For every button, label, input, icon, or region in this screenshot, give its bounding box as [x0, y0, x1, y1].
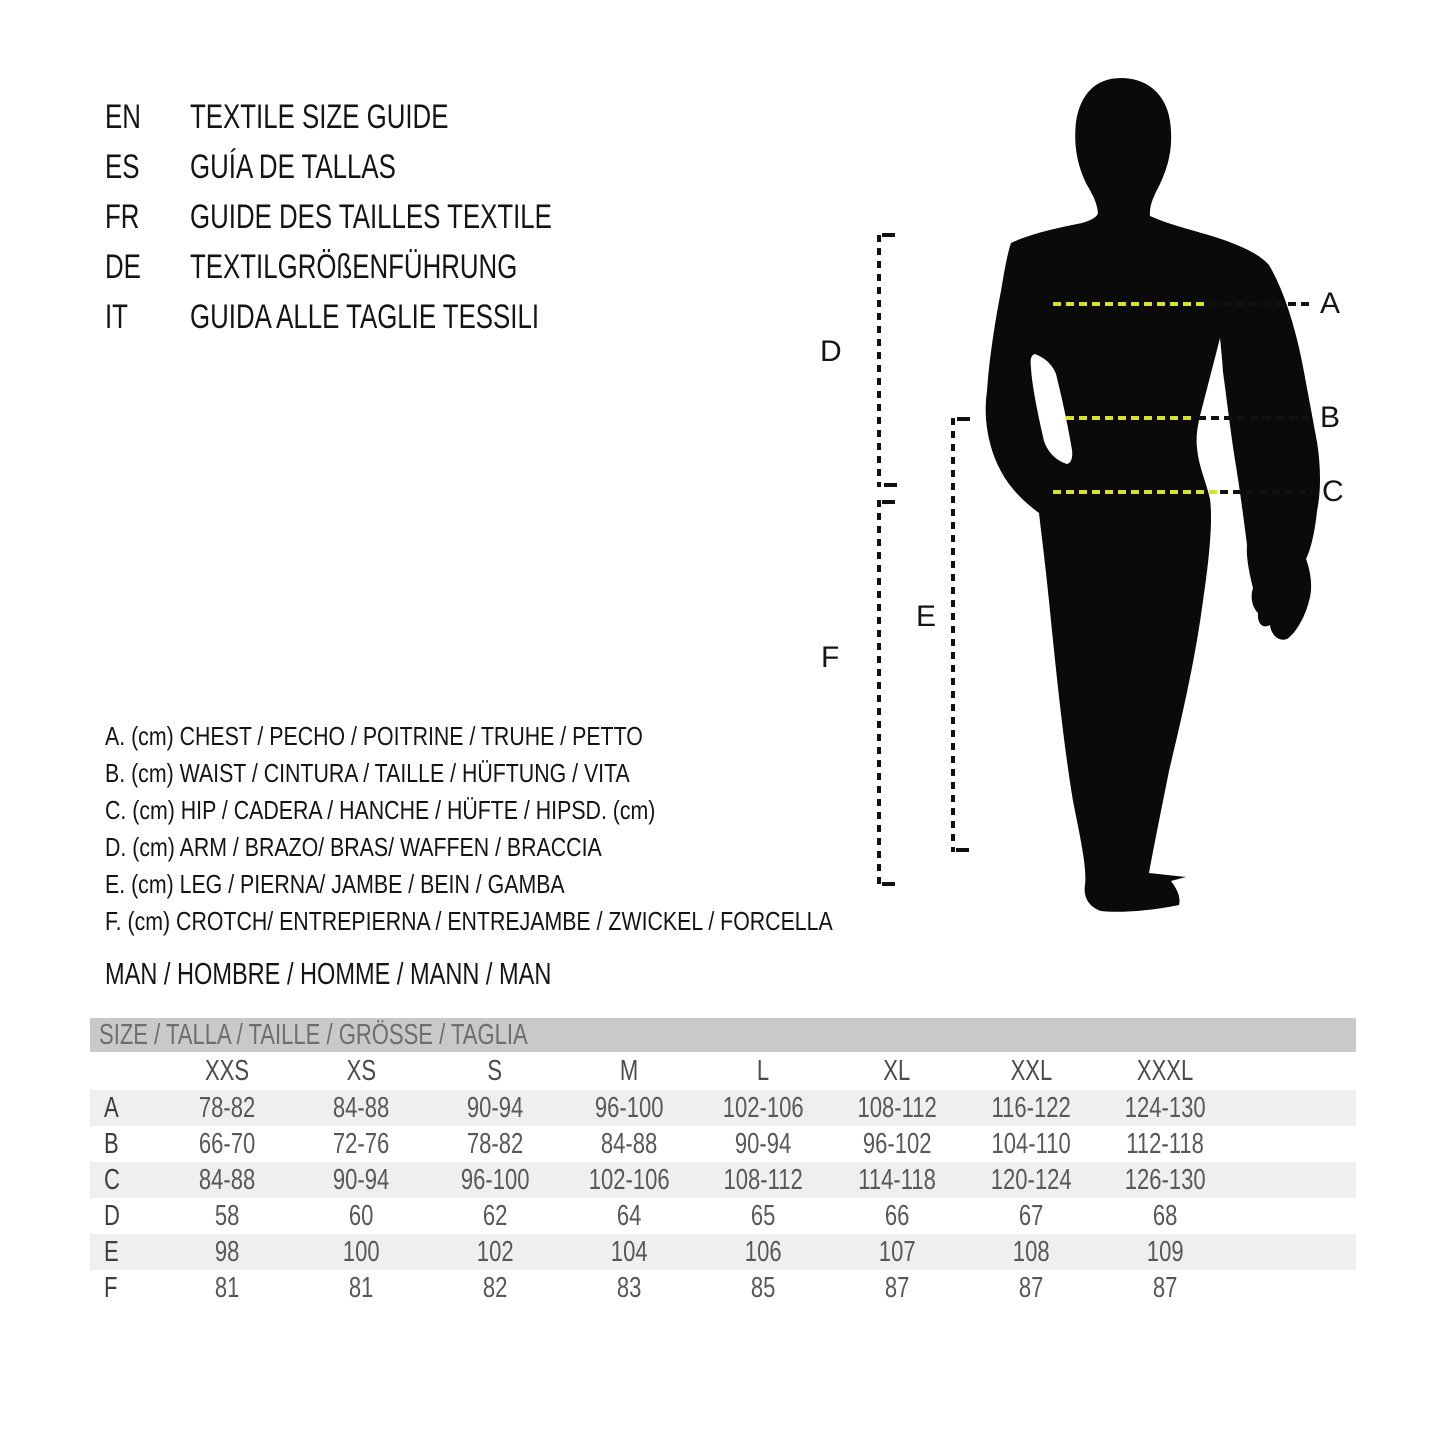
waist-line-yellow — [1066, 416, 1196, 420]
size-column-header: XXXL — [1136, 1054, 1194, 1087]
language-code: ES — [105, 148, 140, 186]
legend-row-text: B. (cm) WAIST / CINTURA / TAILLE / HÜFTUNG / VITA — [105, 758, 630, 788]
size-value-cell: 104-110 — [991, 1127, 1071, 1160]
size-value-cell: 96-100 — [460, 1163, 530, 1196]
size-table — [90, 1018, 1356, 1306]
size-value-cell: 102 — [476, 1235, 514, 1268]
legend-row — [105, 829, 992, 866]
size-value-cell: 126-130 — [1124, 1163, 1206, 1196]
size-value-cell: 87 — [1152, 1271, 1178, 1304]
size-value-cell: 107 — [878, 1235, 916, 1268]
chest-marker-label: A — [1320, 287, 1341, 320]
language-row — [105, 92, 805, 142]
legend-list — [105, 718, 992, 940]
measure-row-label: D — [104, 1199, 120, 1232]
size-value-cell: 72-76 — [332, 1127, 390, 1160]
legend-row-text: F. (cm) CROTCH/ ENTREPIERNA / ENTREJAMBE / ZWICKEL / FORCELLA — [105, 906, 833, 936]
size-value-cell: 67 — [1018, 1199, 1044, 1232]
size-value-cell: 106 — [744, 1235, 782, 1268]
size-table-row — [90, 1126, 1356, 1162]
chest-line-yellow — [1053, 302, 1208, 306]
size-value-cell: 98 — [214, 1235, 240, 1268]
size-value-cell: 81 — [214, 1271, 240, 1304]
size-value-cell: 84-88 — [332, 1091, 390, 1124]
size-value-cell: 116-122 — [991, 1091, 1071, 1124]
legend-row-text: E. (cm) LEG / PIERNA/ JAMBE / BEIN / GAMBA — [105, 869, 565, 899]
hip-line-yellow — [1053, 490, 1218, 494]
size-value-cell: 82 — [482, 1271, 508, 1304]
size-value-cell: 90-94 — [332, 1163, 390, 1196]
hip-line-black — [1220, 490, 1312, 494]
measure-row-label: C — [104, 1163, 120, 1196]
language-title: TEXTILGRÖßENFÜHRUNG — [190, 248, 518, 286]
leg-marker-label: E — [916, 600, 937, 633]
size-table-row — [90, 1234, 1356, 1270]
legend-row — [105, 866, 992, 903]
size-column-header: XL — [883, 1054, 911, 1087]
size-column-header: XXL — [1010, 1054, 1052, 1087]
legend-row — [105, 718, 992, 755]
language-title: GUÍA DE TALLAS — [190, 148, 396, 186]
gender-label — [105, 958, 692, 989]
size-value-cell: 108-112 — [723, 1163, 803, 1196]
size-table-column-row — [90, 1052, 1356, 1090]
size-value-cell: 64 — [616, 1199, 642, 1232]
arm-marker-label: D — [820, 335, 842, 368]
language-code: IT — [105, 298, 128, 336]
language-row — [105, 292, 805, 342]
size-value-cell: 78-82 — [466, 1127, 524, 1160]
size-value-cell: 108-112 — [857, 1091, 937, 1124]
size-value-cell: 124-130 — [1124, 1091, 1206, 1124]
size-table-row — [90, 1270, 1356, 1306]
language-row — [105, 142, 805, 192]
size-table-row — [90, 1162, 1356, 1198]
size-value-cell: 90-94 — [466, 1091, 524, 1124]
size-value-cell: 87 — [884, 1271, 910, 1304]
size-value-cell: 90-94 — [734, 1127, 792, 1160]
size-value-cell: 96-100 — [594, 1091, 664, 1124]
language-code: FR — [105, 198, 140, 236]
language-title: TEXTILE SIZE GUIDE — [190, 98, 449, 136]
size-value-cell: 112-118 — [1126, 1127, 1204, 1160]
size-table-row — [90, 1090, 1356, 1126]
size-value-cell: 102-106 — [588, 1163, 670, 1196]
legend-row — [105, 903, 992, 940]
arm-line-bottom-tick — [884, 483, 897, 487]
language-code: DE — [105, 248, 141, 286]
size-value-cell: 81 — [348, 1271, 374, 1304]
language-title: GUIDA ALLE TAGLIE TESSILI — [190, 298, 540, 336]
language-row — [105, 192, 805, 242]
size-table-header — [90, 1018, 1356, 1052]
size-value-cell: 120-124 — [990, 1163, 1072, 1196]
waist-line-black — [1198, 416, 1310, 420]
size-value-cell: 62 — [482, 1199, 508, 1232]
arm-line — [877, 235, 881, 487]
language-list — [105, 92, 805, 342]
size-value-cell: 78-82 — [198, 1091, 256, 1124]
size-column-header: M — [619, 1054, 639, 1087]
chest-line-black — [1210, 302, 1312, 306]
size-value-cell: 66 — [884, 1199, 910, 1232]
size-value-cell: 96-102 — [862, 1127, 932, 1160]
size-column-header: XXS — [204, 1054, 250, 1087]
size-value-cell: 85 — [750, 1271, 776, 1304]
crotch-marker-label: F — [821, 641, 840, 674]
size-table-header-text: SIZE / TALLA / TAILLE / GRÖSSE / TAGLIA — [99, 1019, 528, 1051]
size-value-cell: 60 — [348, 1199, 374, 1232]
size-column-header: S — [487, 1054, 503, 1087]
arm-line-top-tick — [882, 233, 895, 237]
size-value-cell: 108 — [1012, 1235, 1050, 1268]
size-value-cell: 102-106 — [722, 1091, 804, 1124]
size-value-cell: 65 — [750, 1199, 776, 1232]
leg-line-top-tick — [957, 417, 970, 421]
legend-row-text: C. (cm) HIP / CADERA / HANCHE / HÜFTE / HIPSD. (cm) — [105, 795, 656, 825]
size-value-cell: 109 — [1146, 1235, 1184, 1268]
measure-row-label: F — [104, 1271, 118, 1304]
size-value-cell: 66-70 — [198, 1127, 256, 1160]
legend-row — [105, 755, 992, 792]
man-silhouette-image — [975, 70, 1340, 920]
crotch-line-top-tick — [882, 500, 895, 504]
measure-row-label: A — [104, 1091, 119, 1124]
language-code: EN — [105, 98, 141, 136]
measure-row-label: B — [104, 1127, 119, 1160]
legend-row — [105, 792, 992, 829]
legend-row-text: A. (cm) CHEST / PECHO / POITRINE / TRUHE / PETTO — [105, 721, 643, 751]
size-table-body — [90, 1090, 1356, 1306]
size-value-cell: 87 — [1018, 1271, 1044, 1304]
legend-row-text: D. (cm) ARM / BRAZO/ BRAS/ WAFFEN / BRACCIA — [105, 832, 602, 862]
gender-label-text: MAN / HOMBRE / HOMME / MANN / MAN — [105, 956, 552, 991]
measure-row-label: E — [104, 1235, 119, 1268]
size-value-cell: 114-118 — [858, 1163, 936, 1196]
size-value-cell: 83 — [616, 1271, 642, 1304]
hip-marker-label: C — [1322, 475, 1344, 508]
size-value-cell: 84-88 — [198, 1163, 256, 1196]
size-column-header: L — [756, 1054, 770, 1087]
size-value-cell: 84-88 — [600, 1127, 658, 1160]
waist-marker-label: B — [1320, 401, 1341, 434]
size-value-cell: 104 — [610, 1235, 648, 1268]
size-value-cell: 68 — [1152, 1199, 1178, 1232]
language-row — [105, 242, 805, 292]
size-column-header: XS — [346, 1054, 376, 1087]
size-value-cell: 58 — [214, 1199, 240, 1232]
language-title: GUIDE DES TAILLES TEXTILE — [190, 198, 552, 236]
size-value-cell: 100 — [342, 1235, 380, 1268]
size-table-row — [90, 1198, 1356, 1234]
